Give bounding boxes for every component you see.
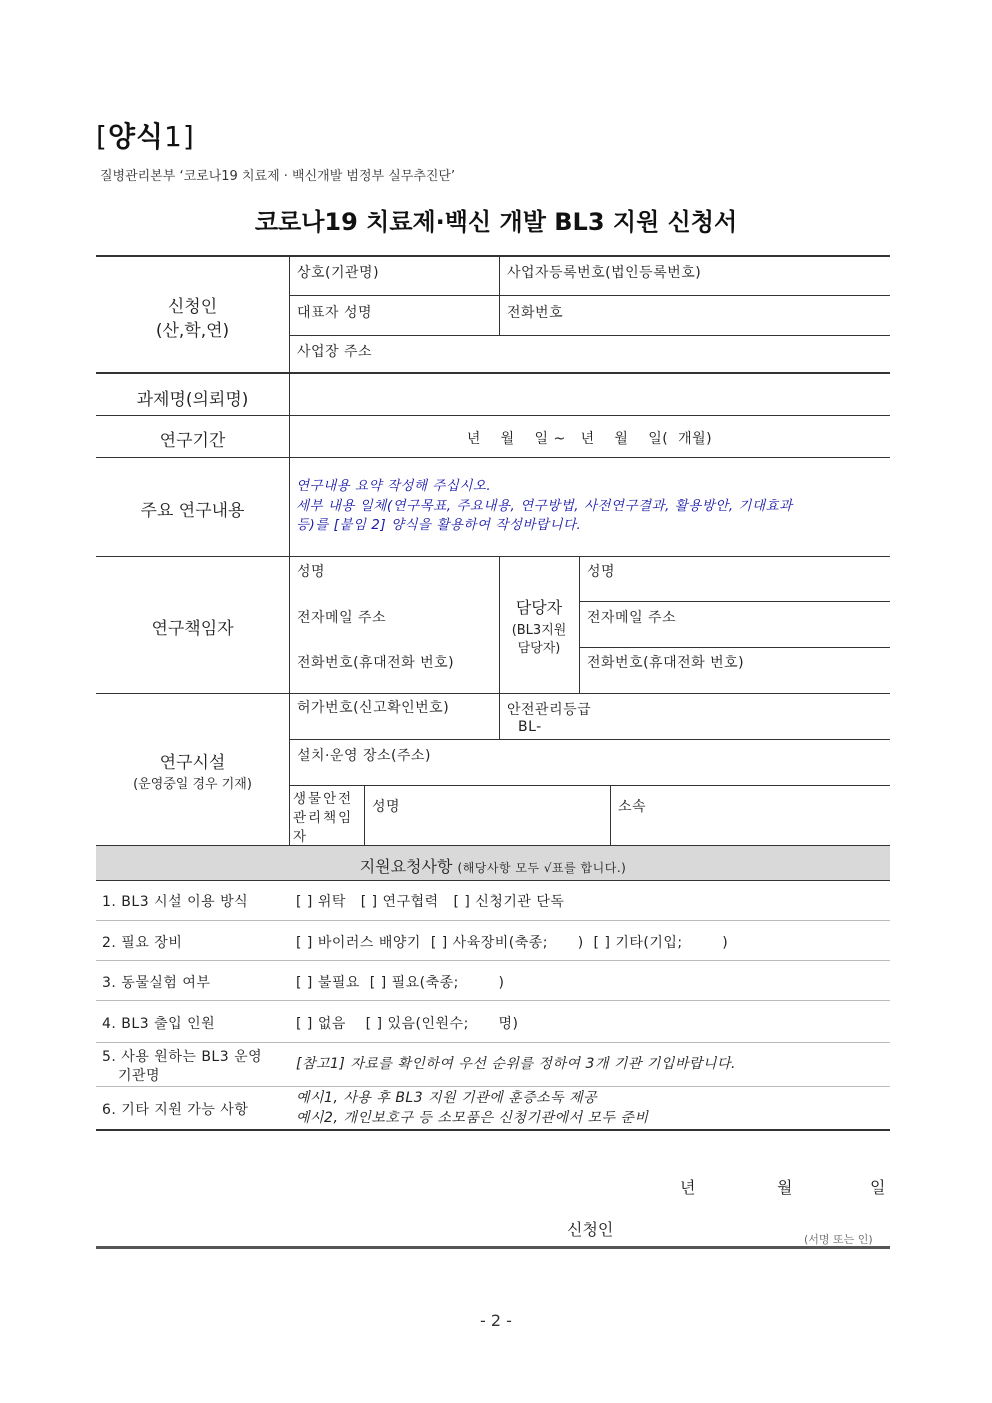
contact-email-field[interactable]: 전자메일 주소 xyxy=(587,610,677,626)
column-divider xyxy=(579,556,580,693)
researcher-label: 연구책임자 xyxy=(151,619,234,639)
column-divider xyxy=(364,785,365,845)
request-item-label: 4. BL3 출입 인원 xyxy=(102,1016,216,1032)
row-divider xyxy=(96,960,890,961)
requests-header-note: (해당사항 모두 √표를 합니다.) xyxy=(457,861,627,875)
section-divider xyxy=(96,880,890,881)
facility-sublabel: (운영중일 경우 기재) xyxy=(133,777,252,792)
row-divider xyxy=(96,693,890,694)
document-title: 코로나19 치료제·백신 개발 BL3 지원 신청서 xyxy=(254,208,738,236)
row-divider xyxy=(579,601,890,602)
row-divider xyxy=(579,647,890,648)
researcher-name-field[interactable]: 성명 xyxy=(297,564,326,580)
request-item6-example-2: 예시2, 개인보호구 등 소모품은 신청기관에서 모두 준비 xyxy=(296,1110,649,1126)
applicant-signature-label: 신청인 xyxy=(567,1220,614,1239)
business-reg-field[interactable]: 사업자등록번호(법인등록번호) xyxy=(507,265,702,281)
officer-name-field[interactable]: 성명 xyxy=(372,799,401,815)
content-label: 주요 연구내용 xyxy=(140,501,245,521)
date-year: 년 xyxy=(680,1178,696,1197)
researcher-mobile-field[interactable]: 전화번호(휴대전화 번호) xyxy=(297,655,455,671)
safety-grade-field[interactable]: 안전관리등급 xyxy=(507,702,592,718)
row-divider xyxy=(96,415,890,416)
request-item-options[interactable]: [ ] 없음 [ ] 있음(인원수; 명) xyxy=(296,1016,519,1032)
contact-sublabel-1: (BL3지원 xyxy=(511,623,567,638)
address-field[interactable]: 사업장 주소 xyxy=(297,344,373,360)
officer-affiliation-field[interactable]: 소속 xyxy=(618,799,647,815)
row-divider xyxy=(289,739,890,740)
request-item-label: 2. 필요 장비 xyxy=(102,935,183,951)
request-item-options[interactable]: [ ] 불필요 [ ] 필요(축종; ) xyxy=(296,975,505,991)
request-item6-example-1: 예시1, 사용 후 BL3 지원 기관에 훈증소독 제공 xyxy=(296,1090,598,1106)
request-item-options[interactable]: [ ] 바이러스 배양기 [ ] 사육장비(축종; ) [ ] 기타(기입; ) xyxy=(296,935,729,951)
contact-mobile-field[interactable]: 전화번호(휴대전화 번호) xyxy=(587,655,745,671)
period-label: 연구기간 xyxy=(159,431,226,451)
requests-header-title: 지원요청사항 xyxy=(359,857,453,876)
contact-label: 담당자 xyxy=(515,598,563,617)
facility-label: 연구시설 xyxy=(159,753,226,773)
row-divider xyxy=(96,1086,890,1087)
date-month: 월 xyxy=(777,1178,793,1197)
content-guide-line-3: 등)를 [붙임 2] 양식을 활용하여 작성바랍니다. xyxy=(296,517,582,533)
row-divider xyxy=(96,1042,890,1043)
location-field[interactable]: 설치·운영 장소(주소) xyxy=(297,748,432,764)
bio-officer-label-2: 관리책임 xyxy=(293,810,354,826)
permit-number-field[interactable]: 허가번호(신고확인번호) xyxy=(297,700,450,716)
bio-officer-label-3: 자 xyxy=(293,829,307,845)
request-item5-guide: [참고1] 자료를 확인하여 우선 순위를 정하여 3개 기관 기입바랍니다. xyxy=(296,1056,736,1072)
section-divider xyxy=(96,372,890,374)
company-name-field[interactable]: 상호(기관명) xyxy=(297,265,380,281)
project-name-label: 과제명(의뢰명) xyxy=(136,390,249,410)
row-divider xyxy=(96,556,890,557)
column-divider xyxy=(289,256,290,845)
request-item5-label-2: 기관명 xyxy=(118,1068,161,1084)
row-divider xyxy=(96,457,890,458)
organization-line: 질병관리본부 ‘코로나19 치료제 · 백신개발 범정부 실무추진단’ xyxy=(100,169,456,184)
request-item-label: 1. BL3 시설 이용 방식 xyxy=(102,894,249,910)
column-divider xyxy=(499,693,500,739)
period-field[interactable]: 년 월 일 ~ 년 월 일( 개월) xyxy=(466,431,713,447)
representative-field[interactable]: 대표자 성명 xyxy=(297,305,373,321)
phone-field[interactable]: 전화번호 xyxy=(507,305,564,321)
contact-sublabel-2: 담당자) xyxy=(517,641,561,656)
request-item6-label: 6. 기타 지원 가능 사항 xyxy=(102,1102,249,1118)
row-divider xyxy=(289,295,890,296)
row-divider xyxy=(96,1000,890,1001)
request-item-options[interactable]: [ ] 위탁 [ ] 연구협력 [ ] 신청기관 단독 xyxy=(296,894,565,910)
request-item-label: 3. 동물실험 여부 xyxy=(102,975,211,991)
form-label: [양식1] xyxy=(96,120,195,153)
signature-note: (서명 또는 인) xyxy=(804,1233,873,1246)
table-top-rule xyxy=(96,255,890,257)
date-day: 일 xyxy=(870,1178,886,1197)
table-bottom-rule xyxy=(96,1129,890,1131)
request-item5-label-1: 5. 사용 원하는 BL3 운영 xyxy=(102,1049,263,1065)
content-guide-line-1: 연구내용 요약 작성해 주십시오. xyxy=(296,478,492,494)
requests-header xyxy=(96,854,890,877)
column-divider xyxy=(610,785,611,845)
row-divider xyxy=(96,920,890,921)
safety-grade-value: BL- xyxy=(518,719,542,735)
content-guide-line-2: 세부 내용 일체(연구목표, 주요내용, 연구방법, 사전연구결과, 활용방안, 기대효과 xyxy=(296,498,793,514)
signature-rule xyxy=(96,1246,890,1249)
section-divider xyxy=(96,845,890,846)
researcher-email-field[interactable]: 전자메일 주소 xyxy=(297,610,387,626)
applicant-label: 신청인 xyxy=(167,297,218,317)
bio-officer-label-1: 생물안전 xyxy=(293,791,354,807)
contact-name-field[interactable]: 성명 xyxy=(587,564,616,580)
project-name-field[interactable] xyxy=(290,375,889,415)
page-number: - 2 - xyxy=(480,1311,512,1330)
column-divider xyxy=(499,256,500,336)
row-divider xyxy=(289,335,890,336)
row-divider xyxy=(289,785,890,786)
applicant-sublabel: (산,학,연) xyxy=(155,321,230,341)
